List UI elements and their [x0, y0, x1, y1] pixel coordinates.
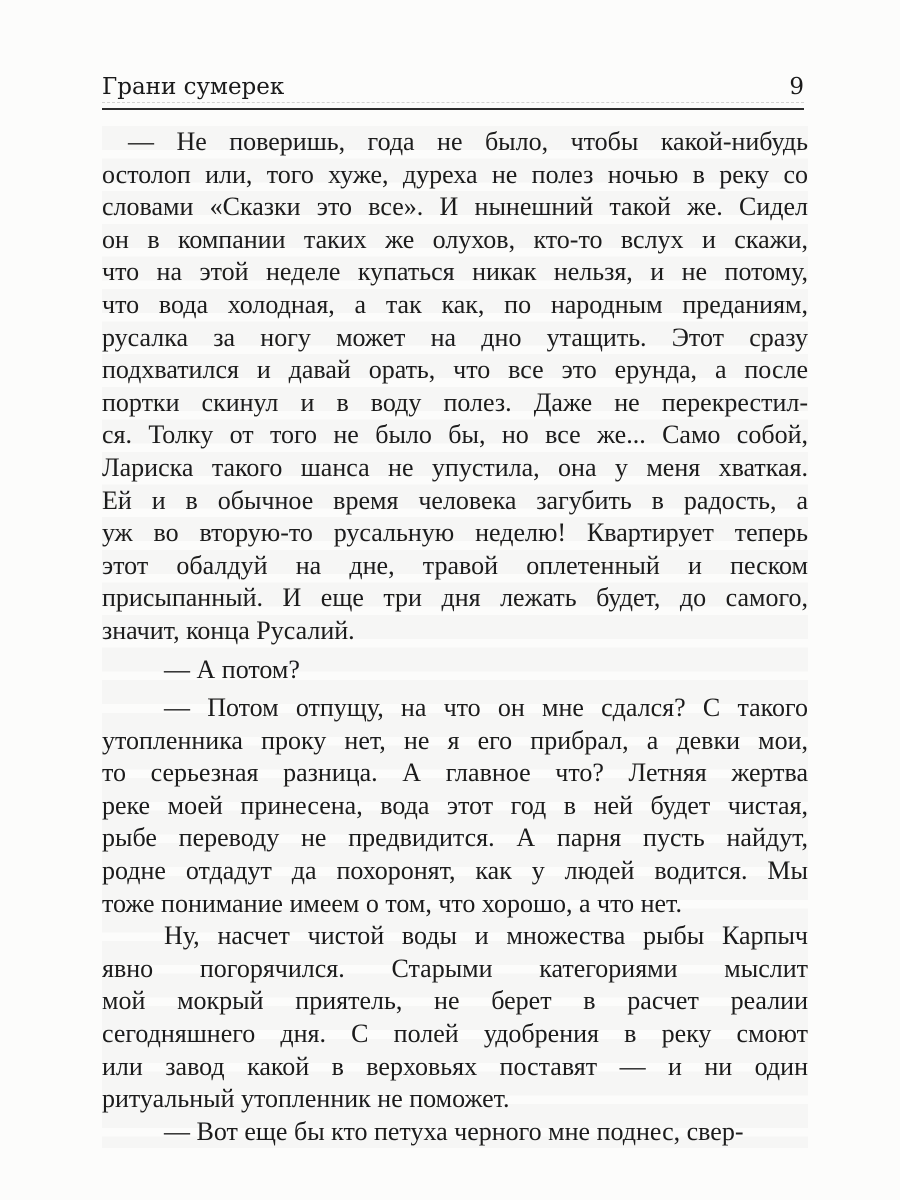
text-line: ритуальный утопленник не поможет.	[102, 1084, 510, 1114]
text-line: утопленника проку нет, не я его прибрал, а девки мои,	[102, 725, 808, 755]
paragraph	[102, 1116, 808, 1149]
text-line: остолоп или, того хуже, дуреха не полез ночью в реку со	[102, 159, 808, 189]
text-line: портки скинул и в воду полез. Даже не перекрестил-	[102, 387, 808, 417]
text-line: что вода холодная, а так как, по народным преданиям,	[102, 289, 808, 319]
text-line: присыпанный. И еще три дня лежать будет, до самого,	[102, 583, 808, 613]
text-line: русалка за ногу может на дно утащить. Этот сразу	[102, 322, 808, 352]
text-line: что на этой неделе купаться никак нельзя, и не потому,	[102, 257, 808, 287]
page-body	[102, 126, 808, 1148]
paragraph	[102, 692, 808, 920]
text-line: реке моей принесена, вода этот год в ней будет чистая,	[102, 790, 808, 820]
text-line: или завод какой в верховьях поставят — и ни один	[102, 1051, 808, 1081]
running-title: Грани сумерек	[102, 74, 285, 100]
paragraph	[102, 126, 808, 648]
text-line: Лариска такого шанса не упустила, она у меня хваткая.	[102, 452, 808, 482]
text-line: сегодняшнего дня. С полей удобрения в реку смоют	[102, 1019, 808, 1049]
text-line: уж во вторую-то русальную неделю! Квартирует теперь	[102, 518, 808, 548]
text-line: словами «Сказки это все». И нынешний такой же. Сидел	[102, 192, 808, 222]
text-line: родне отдадут да похоронят, как у людей водится. Мы	[102, 856, 808, 886]
text-line: — А потом?	[164, 654, 300, 684]
text-line: ся. Толку от того не было бы, но все же... Само собой,	[102, 420, 808, 450]
running-header	[102, 74, 804, 100]
text-line: он в компании таких же олухов, кто-то вслух и скажи,	[102, 224, 808, 254]
text-line: — Потом отпущу, на что он мне сдался? С такого	[164, 693, 808, 723]
text-line: — Вот еще бы кто петуха черного мне поднес, свер-	[164, 1116, 744, 1146]
text-line: явно погорячился. Старыми категориями мыслит	[102, 953, 808, 983]
paragraph	[102, 920, 808, 1116]
text-line: Ей и в обычное время человека загубить в радость, а	[102, 485, 808, 515]
text-line: мой мокрый приятель, не берет в расчет реалии	[102, 986, 808, 1016]
text-line: тоже понимание имеем о том, что хорошо, а что нет.	[102, 888, 682, 918]
page-number: 9	[789, 74, 804, 100]
text-line: — Не поверишь, года не было, чтобы какой-нибудь	[128, 127, 808, 156]
text-line: Ну, насчет чистой воды и множества рыбы Карпыч	[164, 921, 808, 951]
text-line: подхватился и давай орать, что все это ерунда, а после	[102, 355, 808, 385]
paragraph	[102, 654, 808, 687]
header-rule	[102, 102, 804, 110]
text-line: то серьезная разница. А главное что? Летняя жертва	[102, 758, 808, 788]
text-line: значит, конца Русалий.	[102, 615, 355, 645]
text-line: этот обалдуй на дне, травой оплетенный и песком	[102, 550, 808, 580]
text-line: рыбе переводу не предвидится. А парня пусть найдут,	[102, 823, 808, 853]
